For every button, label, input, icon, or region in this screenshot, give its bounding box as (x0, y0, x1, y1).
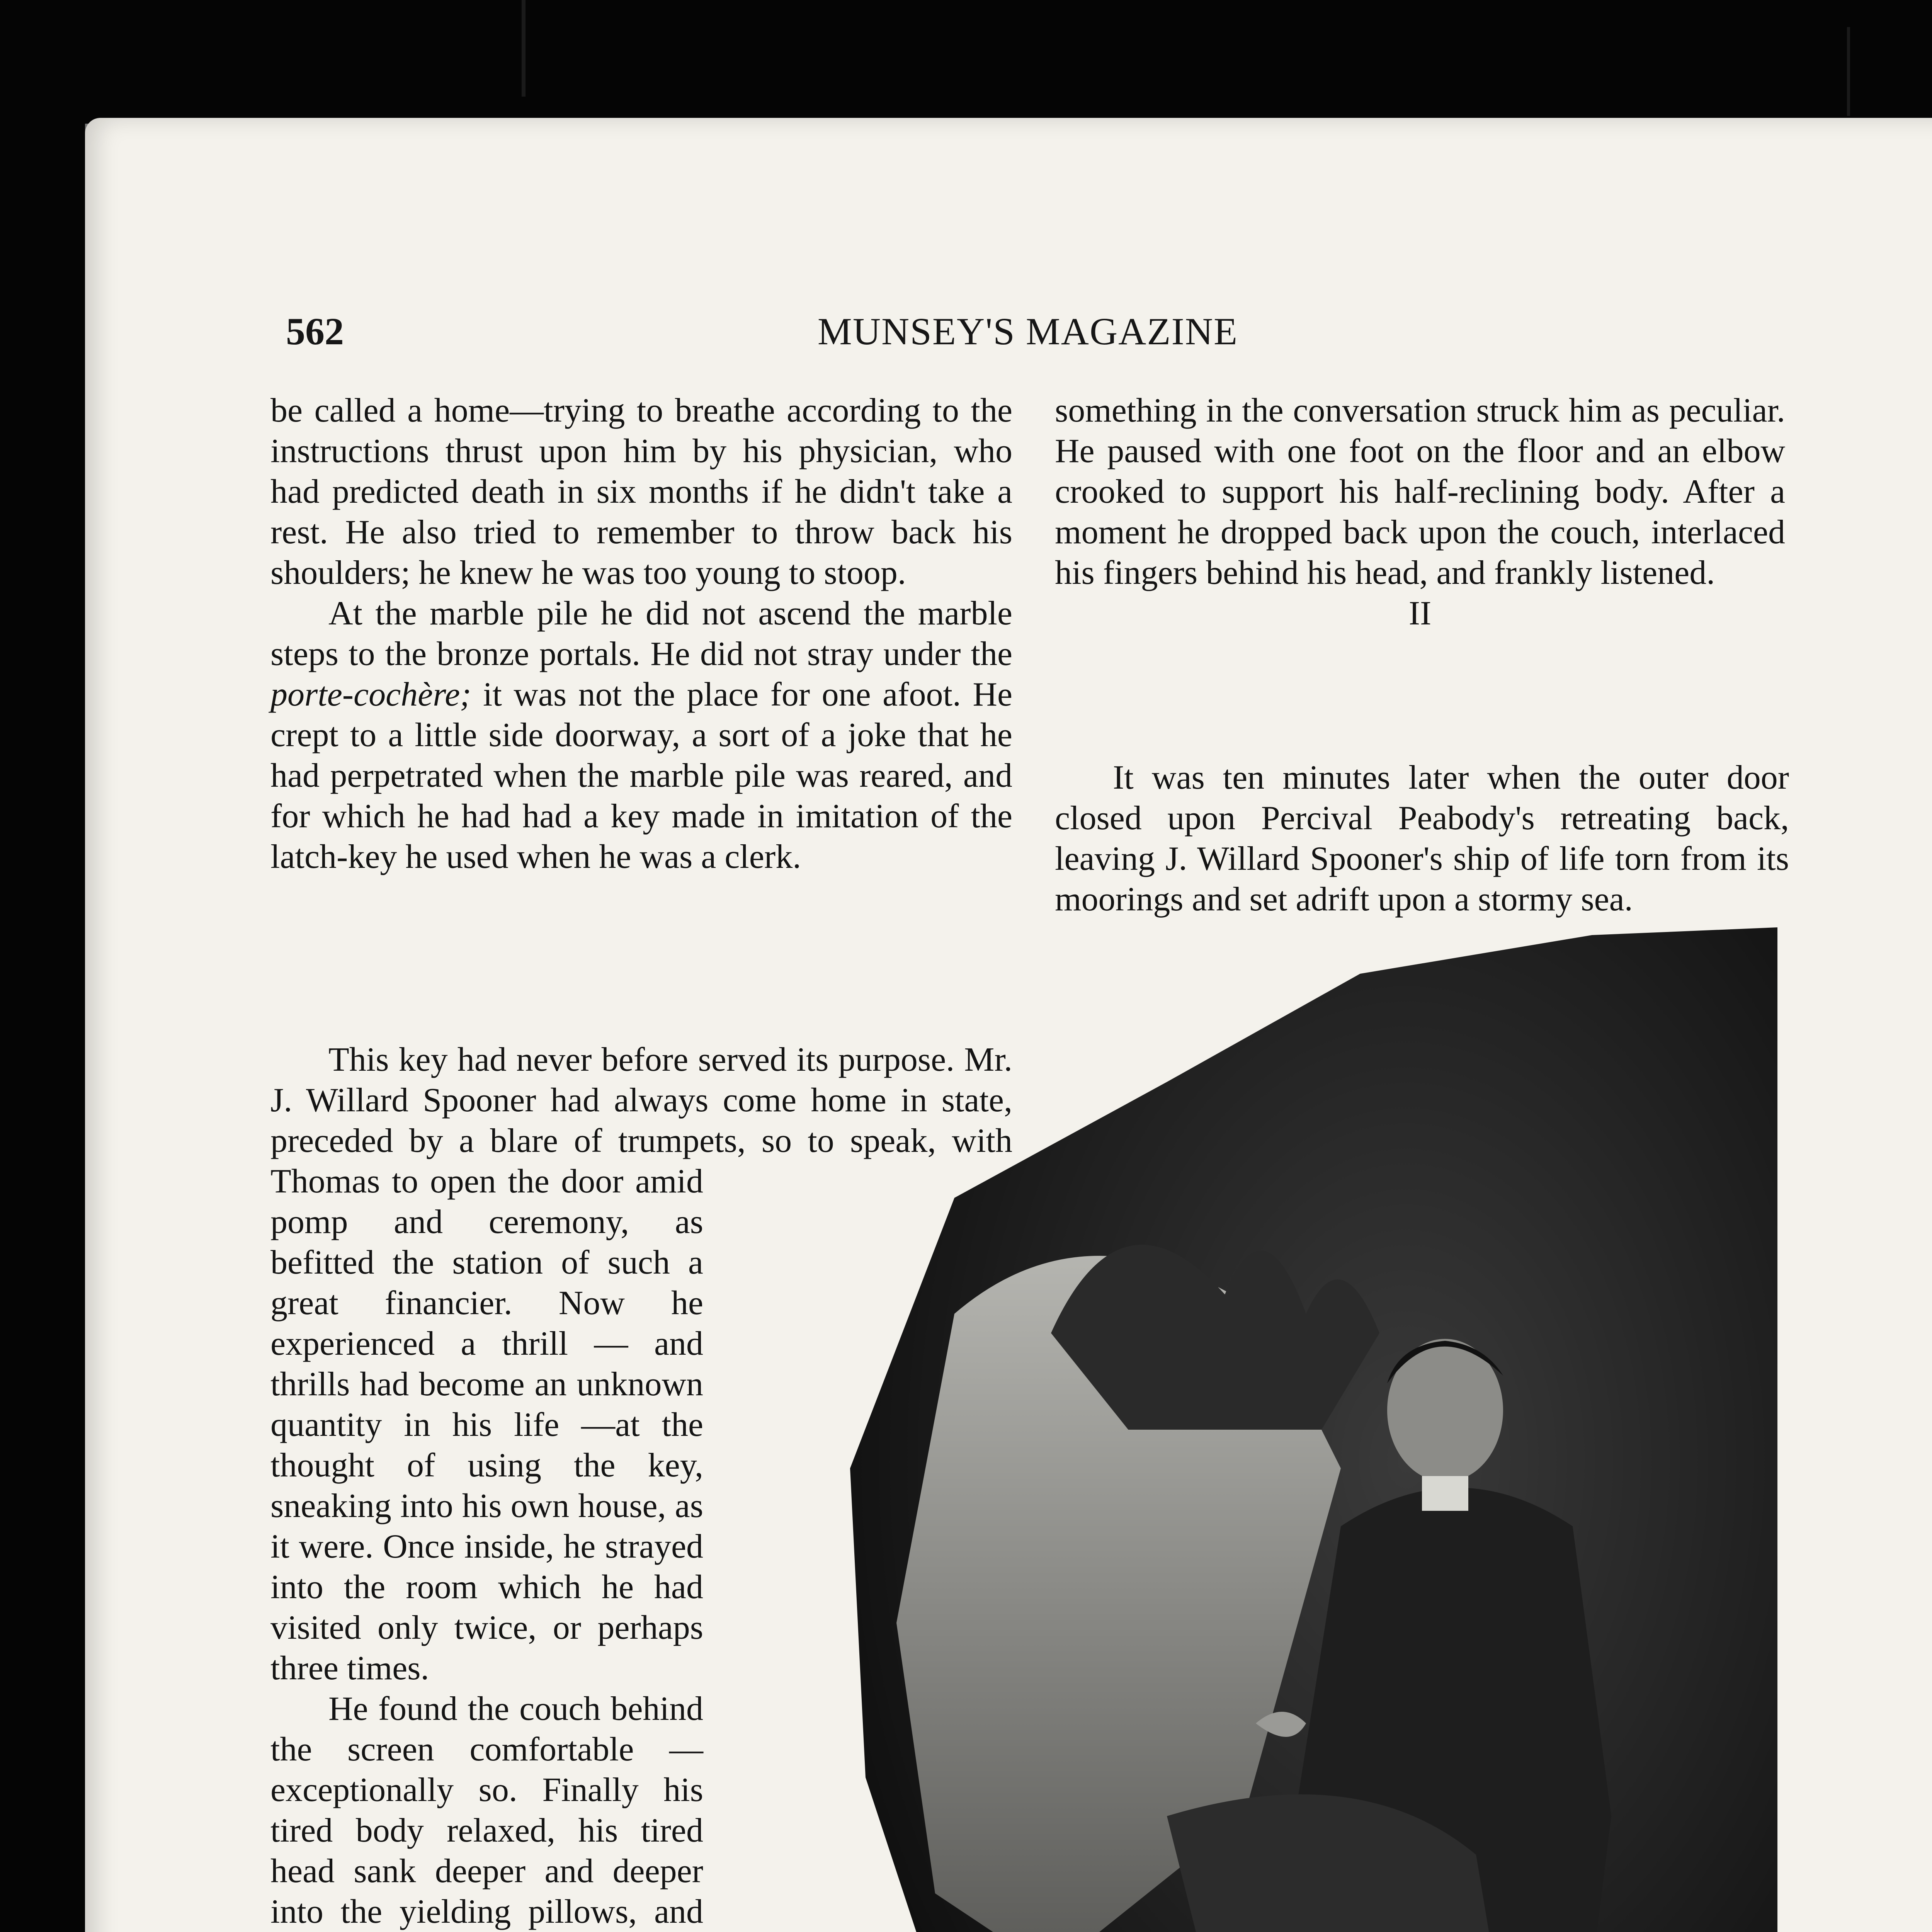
left-column-top (270, 390, 1012, 877)
paragraph-intro: be called a home—trying to breathe according to the instructions thrust upon him by his physician, who had predicted death in six months if he didn't take a rest. He also tried to remember to throw back his shoulders; he knew he was too young to stoop. (270, 392, 1012, 592)
section-number: II (1408, 595, 1432, 632)
paragraph-couch: He found the couch behind the screen comfortable — exceptionally so. Finally his tired body relaxed, his tired head sank deeper and deeper into the yielding pillows, and (270, 1690, 703, 1930)
paragraph-marble-pile: At the marble pile he did not ascend the marble steps to the bronze portals. He did not stray under the porte-cochère; it was not the place for one afoot. He crept to a little side doorway, a sort of a joke that he had perpetrated when the marble pile was reared, and for which he had had a key made in imitation of the latch-key he used when he was a clerk. (270, 595, 1012, 876)
scan-artifact (1847, 27, 1850, 116)
illustration-man-on-couch (819, 927, 1785, 1932)
italic-term: porte-cochère; (270, 676, 471, 713)
right-column-top (1055, 390, 1785, 634)
paragraph-something: something in the conversation struck him as peculiar. He paused with one foot on the floor and an elbow crooked to support his half-reclining body. After a moment he dropped back upon the couch, interlaced his fingers behind his head, and frankly listened. (1055, 392, 1785, 592)
page-header (270, 309, 1785, 367)
right-column-section-two (1055, 757, 1789, 920)
scan-artifact (522, 0, 526, 97)
paragraph-key: This key had never before served its purpose. Mr. J. Willard Spooner had always come home in state, preceded by a blare of trumpets, so to speak, with Thomas to open the door amid pomp and ceremony, as befitted the station of such a great financier. Now he experienced a thrill — and thrills had become an unknown quantity in his life —at the thought of using the key, sneaking into his own house, as it were. Once inside, he strayed into the room which he had visited only twice, or perhaps three times. (270, 1041, 1012, 1687)
running-title: MUNSEY'S MAGAZINE (817, 310, 1238, 353)
page-number: 562 (286, 310, 344, 353)
shirt-collar (1422, 1476, 1468, 1511)
paragraph-ten-minutes: It was ten minutes later when the outer door closed upon Percival Peabody's retreating back, leaving J. Willard Spooner's ship of life torn from its moorings and set adrift upon a stormy sea. (1055, 759, 1789, 918)
